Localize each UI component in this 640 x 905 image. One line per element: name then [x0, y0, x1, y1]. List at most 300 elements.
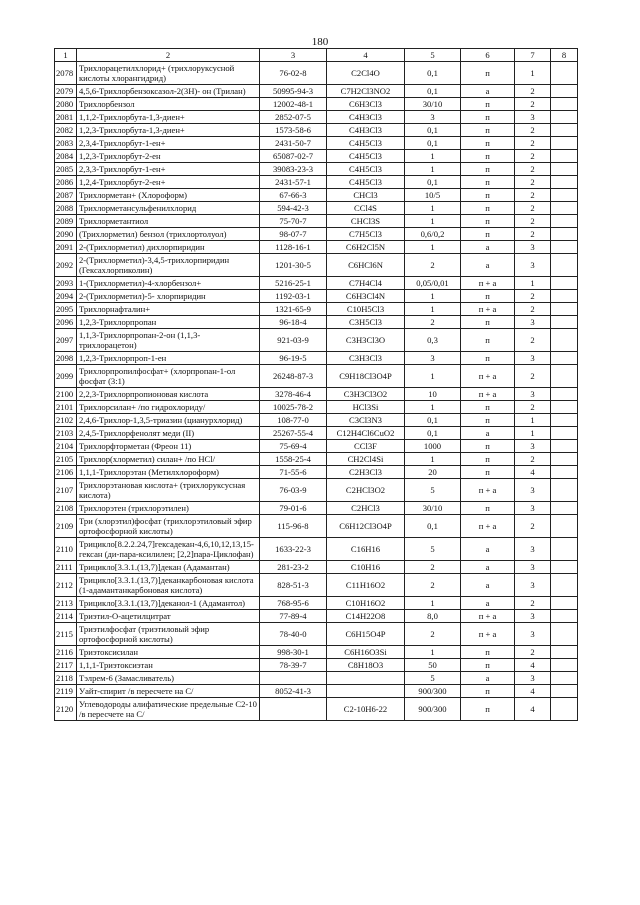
row-number: 2084 [55, 150, 77, 163]
chemical-formula: C3H3Cl3O [327, 329, 405, 352]
chemical-formula: C16H16 [327, 538, 405, 561]
page-number: 180 [311, 36, 329, 48]
aggregate-state: п + а [461, 479, 515, 502]
row-number: 2106 [55, 466, 77, 479]
note-cell [551, 202, 578, 215]
aggregate-state: п [461, 137, 515, 150]
hazard-class: 3 [515, 502, 551, 515]
note-cell [551, 646, 578, 659]
substance-name: Трихлорметантиол [77, 215, 260, 228]
substance-name: Трихлорэтановая кислота+ (трихлоруксусная кислота) [77, 479, 260, 502]
aggregate-state: п [461, 502, 515, 515]
aggregate-state: п [461, 189, 515, 202]
note-cell [551, 574, 578, 597]
substance-name: Трихлорацетилхлорид+ (трихлоруксусной кислоты хлорангидрид) [77, 62, 260, 85]
hazard-class: 1 [515, 414, 551, 427]
hazard-class: 2 [515, 98, 551, 111]
hazard-class: 2 [515, 189, 551, 202]
concentration-limit: 1 [405, 401, 461, 414]
table-row [55, 698, 578, 721]
aggregate-state: п + а [461, 303, 515, 316]
hazard-class: 2 [515, 290, 551, 303]
cas-number [260, 672, 327, 685]
table-row [55, 228, 578, 241]
hazard-class: 2 [515, 228, 551, 241]
note-cell [551, 401, 578, 414]
note-cell [551, 538, 578, 561]
cas-number: 79-01-6 [260, 502, 327, 515]
cas-number: 65087-02-7 [260, 150, 327, 163]
hazard-class: 2 [515, 215, 551, 228]
substance-name: 2,3,4-Трихлорбут-1-ен+ [77, 137, 260, 150]
chemical-formula: C6HCl6N [327, 254, 405, 277]
row-number: 2104 [55, 440, 77, 453]
row-number: 2119 [55, 685, 77, 698]
chemical-formula: C3H3Cl3O2 [327, 388, 405, 401]
hazard-class: 3 [515, 388, 551, 401]
substance-name: Триэтоксисилан [77, 646, 260, 659]
cas-number: 96-19-5 [260, 352, 327, 365]
substance-name: 2-(Трихлорметил)-5- хлорпиридин [77, 290, 260, 303]
row-number: 2085 [55, 163, 77, 176]
substance-name: Трихлорбензол [77, 98, 260, 111]
note-cell [551, 228, 578, 241]
cas-number: 1192-03-1 [260, 290, 327, 303]
column-header: 3 [260, 49, 327, 62]
aggregate-state: п + а [461, 277, 515, 290]
hazard-class: 3 [515, 561, 551, 574]
chemical-formula: C4H5Cl3 [327, 176, 405, 189]
note-cell [551, 176, 578, 189]
chemical-formula: CH2Cl4Si [327, 453, 405, 466]
aggregate-state: п [461, 646, 515, 659]
substance-name: Трицикло[3.3.1.(13,7)]деканол-1 (Адамантол) [77, 597, 260, 610]
hazard-class: 4 [515, 466, 551, 479]
row-number: 2089 [55, 215, 77, 228]
note-cell [551, 515, 578, 538]
column-header: 1 [55, 49, 77, 62]
cas-number: 594-42-3 [260, 202, 327, 215]
substance-name: 2,3,3-Трихлорбут-1-ен+ [77, 163, 260, 176]
cas-number: 76-02-8 [260, 62, 327, 85]
aggregate-state: п [461, 698, 515, 721]
chemical-formula: C6H12Cl3O4P [327, 515, 405, 538]
chemical-formula: C6H15O4P [327, 623, 405, 646]
cas-number: 25267-55-4 [260, 427, 327, 440]
chemical-formula: C14H22O8 [327, 610, 405, 623]
hazard-class: 3 [515, 574, 551, 597]
aggregate-state: п + а [461, 515, 515, 538]
table-row [55, 62, 578, 85]
table-row [55, 610, 578, 623]
table-row [55, 440, 578, 453]
substance-name: Трицикло[8.2.2.24,7]гексадекан-4,6,10,12,13,15-гексан (ди-пара-ксилилен; [2,2]пара-Циклофан) [77, 538, 260, 561]
substance-name: 1,1,1-Триэтоксиэтан [77, 659, 260, 672]
table-row [55, 202, 578, 215]
table-row [55, 111, 578, 124]
concentration-limit: 5 [405, 538, 461, 561]
row-number: 2117 [55, 659, 77, 672]
row-number: 2102 [55, 414, 77, 427]
column-header: 2 [77, 49, 260, 62]
chemical-formula: C7H4Cl4 [327, 277, 405, 290]
aggregate-state: п [461, 124, 515, 137]
concentration-limit: 2 [405, 574, 461, 597]
cas-number: 921-03-9 [260, 329, 327, 352]
substance-name: Триэтилфосфат (триэтиловый эфир ортофосфорной кислоты) [77, 623, 260, 646]
aggregate-state: п [461, 111, 515, 124]
hazard-class: 3 [515, 254, 551, 277]
aggregate-state: п [461, 98, 515, 111]
aggregate-state: п [461, 202, 515, 215]
column-header: 8 [551, 49, 578, 62]
aggregate-state: а [461, 538, 515, 561]
table-row [55, 538, 578, 561]
note-cell [551, 62, 578, 85]
row-number: 2110 [55, 538, 77, 561]
substance-name: Трихлорэтен (трихлорэтилен) [77, 502, 260, 515]
aggregate-state: а [461, 241, 515, 254]
chemical-formula: C8H18O3 [327, 659, 405, 672]
concentration-limit: 5 [405, 672, 461, 685]
substance-name: Трихлор(хлорметил) силан+ /по HCl/ [77, 453, 260, 466]
cas-number: 3278-46-4 [260, 388, 327, 401]
cas-number: 96-18-4 [260, 316, 327, 329]
row-number: 2105 [55, 453, 77, 466]
table-row [55, 98, 578, 111]
aggregate-state: п [461, 440, 515, 453]
aggregate-state: п [461, 352, 515, 365]
cas-number: 98-07-7 [260, 228, 327, 241]
note-cell [551, 85, 578, 98]
chemical-formula: C6H3Cl4N [327, 290, 405, 303]
table-row [55, 574, 578, 597]
cas-number: 26248-87-3 [260, 365, 327, 388]
chemical-formula: C4H5Cl3 [327, 150, 405, 163]
aggregate-state: п [461, 290, 515, 303]
table-row [55, 659, 578, 672]
column-header: 7 [515, 49, 551, 62]
row-number: 2113 [55, 597, 77, 610]
cas-number: 75-69-4 [260, 440, 327, 453]
concentration-limit: 3 [405, 111, 461, 124]
cas-number: 78-39-7 [260, 659, 327, 672]
row-number: 2091 [55, 241, 77, 254]
substance-name: 1,2,3-Трихлорбут-2-ен [77, 150, 260, 163]
note-cell [551, 466, 578, 479]
table-row [55, 453, 578, 466]
concentration-limit: 1 [405, 646, 461, 659]
concentration-limit: 1000 [405, 440, 461, 453]
note-cell [551, 241, 578, 254]
concentration-limit: 8,0 [405, 610, 461, 623]
cas-number: 12002-48-1 [260, 98, 327, 111]
hazard-class: 2 [515, 401, 551, 414]
aggregate-state: п [461, 329, 515, 352]
chemical-formula: C11H16O2 [327, 574, 405, 597]
chemical-formula: CCl3F [327, 440, 405, 453]
hazard-class: 3 [515, 479, 551, 502]
hazard-class: 4 [515, 685, 551, 698]
table-row [55, 623, 578, 646]
row-number: 2116 [55, 646, 77, 659]
substance-name: Трихлорметансульфенилхлорид [77, 202, 260, 215]
note-cell [551, 610, 578, 623]
hazard-class: 1 [515, 277, 551, 290]
table-row [55, 479, 578, 502]
table-row [55, 303, 578, 316]
substance-name: Три (хлорэтил)фосфат (трихлорэтиловый эфир ортофосфорной кислоты) [77, 515, 260, 538]
hazard-class: 4 [515, 698, 551, 721]
row-number: 2115 [55, 623, 77, 646]
chemical-formula: CCl4S [327, 202, 405, 215]
table-row [55, 672, 578, 685]
hazard-class: 2 [515, 453, 551, 466]
table-row [55, 316, 578, 329]
row-number: 2079 [55, 85, 77, 98]
substance-name: Тэлрем-6 (Замасливатель) [77, 672, 260, 685]
concentration-limit: 0,1 [405, 85, 461, 98]
chemical-formula: C4H3Cl3 [327, 124, 405, 137]
row-number: 2118 [55, 672, 77, 685]
hazard-class: 2 [515, 124, 551, 137]
substances-table [54, 48, 578, 721]
table-row [55, 189, 578, 202]
concentration-limit: 2 [405, 316, 461, 329]
concentration-limit: 900/300 [405, 685, 461, 698]
row-number: 2094 [55, 290, 77, 303]
cas-number: 998-30-1 [260, 646, 327, 659]
row-number: 2099 [55, 365, 77, 388]
note-cell [551, 561, 578, 574]
cas-number: 10025-78-2 [260, 401, 327, 414]
hazard-class: 2 [515, 597, 551, 610]
aggregate-state: п [461, 659, 515, 672]
cas-number: 78-40-0 [260, 623, 327, 646]
aggregate-state: п + а [461, 365, 515, 388]
chemical-formula: CHCl3 [327, 189, 405, 202]
substance-name: 4,5,6-Трихлорбензоксазол-2(3Н)- он (Трилан) [77, 85, 260, 98]
aggregate-state: а [461, 85, 515, 98]
concentration-limit: 3 [405, 352, 461, 365]
concentration-limit: 0,3 [405, 329, 461, 352]
note-cell [551, 290, 578, 303]
chemical-formula: C10H5Cl3 [327, 303, 405, 316]
aggregate-state: п [461, 62, 515, 85]
row-number: 2092 [55, 254, 77, 277]
cas-number: 768-95-6 [260, 597, 327, 610]
hazard-class: 3 [515, 538, 551, 561]
substance-name: 1-(Трихлорметил)-4-хлорбензол+ [77, 277, 260, 290]
chemical-formula: C2Cl4O [327, 62, 405, 85]
row-number: 2083 [55, 137, 77, 150]
chemical-formula: C2HCl3O2 [327, 479, 405, 502]
table-row [55, 365, 578, 388]
row-number: 2090 [55, 228, 77, 241]
chemical-formula: CHCl3S [327, 215, 405, 228]
note-cell [551, 388, 578, 401]
hazard-class: 3 [515, 623, 551, 646]
chemical-formula [327, 672, 405, 685]
aggregate-state: п [461, 215, 515, 228]
table-row [55, 329, 578, 352]
chemical-formula: C2H3Cl3 [327, 466, 405, 479]
note-cell [551, 163, 578, 176]
table-row [55, 85, 578, 98]
substance-name: Трихлорпропилфосфат+ (хлорпропан-1-ол фосфат (3:1) [77, 365, 260, 388]
column-header: 4 [327, 49, 405, 62]
concentration-limit: 1 [405, 453, 461, 466]
note-cell [551, 453, 578, 466]
aggregate-state: п [461, 150, 515, 163]
chemical-formula: C7H2Cl3NO2 [327, 85, 405, 98]
table-row [55, 561, 578, 574]
chemical-formula: C10H16 [327, 561, 405, 574]
cas-number: 5216-25-1 [260, 277, 327, 290]
row-number: 2096 [55, 316, 77, 329]
cas-number: 1573-58-6 [260, 124, 327, 137]
hazard-class: 2 [515, 202, 551, 215]
note-cell [551, 698, 578, 721]
aggregate-state: а [461, 597, 515, 610]
note-cell [551, 254, 578, 277]
chemical-formula: C4H3Cl3 [327, 111, 405, 124]
substance-name: 1,1,2-Трихлорбута-1,3-диен+ [77, 111, 260, 124]
hazard-class: 2 [515, 365, 551, 388]
substance-name: Трихлорнафталин+ [77, 303, 260, 316]
chemical-formula: C6H16O3Si [327, 646, 405, 659]
concentration-limit: 1 [405, 163, 461, 176]
aggregate-state: п [461, 466, 515, 479]
substance-name: 1,2,3-Трихлорбута-1,3-диен+ [77, 124, 260, 137]
table-row [55, 352, 578, 365]
hazard-class: 3 [515, 440, 551, 453]
concentration-limit: 1 [405, 202, 461, 215]
row-number: 2107 [55, 479, 77, 502]
hazard-class: 3 [515, 111, 551, 124]
aggregate-state: п [461, 414, 515, 427]
hazard-class: 1 [515, 62, 551, 85]
concentration-limit: 0,1 [405, 414, 461, 427]
concentration-limit: 0,1 [405, 62, 461, 85]
note-cell [551, 440, 578, 453]
cas-number: 281-23-2 [260, 561, 327, 574]
row-number: 2120 [55, 698, 77, 721]
row-number: 2081 [55, 111, 77, 124]
table-row [55, 215, 578, 228]
aggregate-state: п [461, 176, 515, 189]
cas-number: 71-55-6 [260, 466, 327, 479]
cas-number: 1558-25-4 [260, 453, 327, 466]
aggregate-state: п + а [461, 623, 515, 646]
substance-name: 2,2,3-Трихлорпропионовая кислота [77, 388, 260, 401]
cas-number: 1321-65-9 [260, 303, 327, 316]
table-row [55, 241, 578, 254]
note-cell [551, 215, 578, 228]
aggregate-state: а [461, 574, 515, 597]
substance-name: Трицикло[3.3.1.(13,7)]декан (Адамантан) [77, 561, 260, 574]
note-cell [551, 98, 578, 111]
chemical-formula: C4H5Cl3 [327, 137, 405, 150]
hazard-class: 2 [515, 329, 551, 352]
cas-number: 8052-41-3 [260, 685, 327, 698]
cas-number: 1633-22-3 [260, 538, 327, 561]
cas-number: 108-77-0 [260, 414, 327, 427]
substance-name: 1,1,3-Трихлорпропан-2-он (1,1,3-трихлорацетон) [77, 329, 260, 352]
hazard-class: 2 [515, 150, 551, 163]
note-cell [551, 672, 578, 685]
concentration-limit: 0,1 [405, 427, 461, 440]
row-number: 2078 [55, 62, 77, 85]
aggregate-state: п [461, 453, 515, 466]
table-row [55, 401, 578, 414]
row-number: 2112 [55, 574, 77, 597]
note-cell [551, 277, 578, 290]
aggregate-state: п [461, 228, 515, 241]
row-number: 2101 [55, 401, 77, 414]
chemical-formula: C6H3Cl3 [327, 98, 405, 111]
chemical-formula [327, 685, 405, 698]
concentration-limit: 30/10 [405, 502, 461, 515]
aggregate-state: а [461, 561, 515, 574]
hazard-class: 2 [515, 646, 551, 659]
substance-name: 1,2,3-Трихлорпропан [77, 316, 260, 329]
table-row [55, 137, 578, 150]
concentration-limit: 10/5 [405, 189, 461, 202]
row-number: 2093 [55, 277, 77, 290]
table-row [55, 290, 578, 303]
hazard-class: 4 [515, 659, 551, 672]
chemical-formula: C12H4Cl6CuO2 [327, 427, 405, 440]
concentration-limit: 2 [405, 623, 461, 646]
aggregate-state: п [461, 163, 515, 176]
note-cell [551, 659, 578, 672]
aggregate-state: а [461, 427, 515, 440]
hazard-class: 3 [515, 316, 551, 329]
hazard-class: 2 [515, 176, 551, 189]
concentration-limit: 0,1 [405, 515, 461, 538]
hazard-class: 3 [515, 352, 551, 365]
aggregate-state: а [461, 672, 515, 685]
substance-name: Уайт-спирит /в пересчете на С/ [77, 685, 260, 698]
table-row [55, 685, 578, 698]
cas-number: 77-89-4 [260, 610, 327, 623]
cas-number: 2431-50-7 [260, 137, 327, 150]
chemical-formula: C3H5Cl3 [327, 316, 405, 329]
note-cell [551, 189, 578, 202]
hazard-class: 2 [515, 303, 551, 316]
substance-name: (Трихлорметил) бензол (трихлортолуол) [77, 228, 260, 241]
note-cell [551, 303, 578, 316]
chemical-formula: C4H5Cl3 [327, 163, 405, 176]
concentration-limit: 0,1 [405, 124, 461, 137]
aggregate-state: п [461, 401, 515, 414]
note-cell [551, 479, 578, 502]
row-number: 2095 [55, 303, 77, 316]
cas-number: 76-03-9 [260, 479, 327, 502]
substance-name: Трихлорсилан+ /по гидрохлориду/ [77, 401, 260, 414]
note-cell [551, 365, 578, 388]
chemical-formula: C10H16O2 [327, 597, 405, 610]
row-number: 2088 [55, 202, 77, 215]
hazard-class: 2 [515, 163, 551, 176]
chemical-formula: C7H5Cl3 [327, 228, 405, 241]
note-cell [551, 623, 578, 646]
table-row [55, 124, 578, 137]
chemical-formula: C3H3Cl3 [327, 352, 405, 365]
note-cell [551, 329, 578, 352]
concentration-limit: 2 [405, 561, 461, 574]
